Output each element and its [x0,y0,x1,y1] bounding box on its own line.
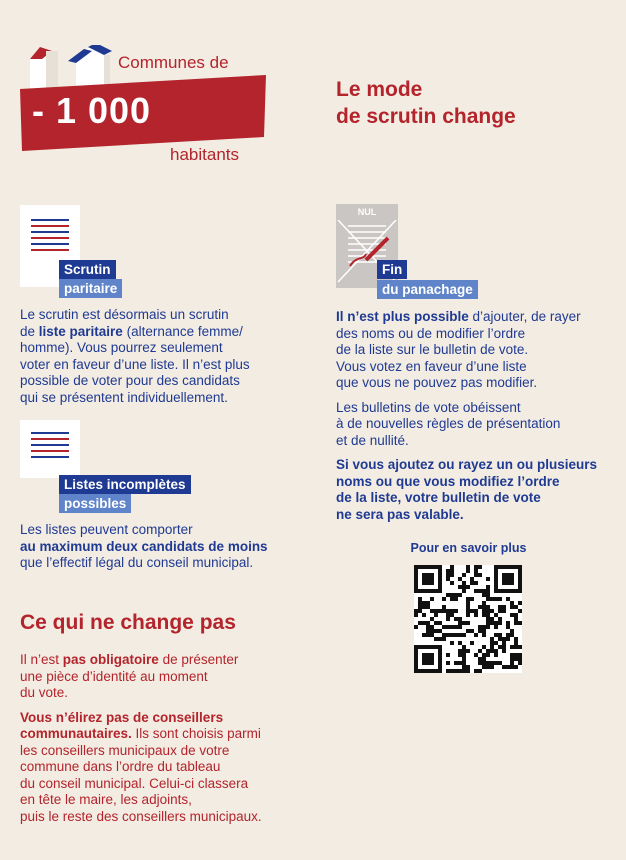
logo-number: - 1 000 [32,90,152,131]
panachage-tag-1: Fin [377,260,407,279]
qr-code-icon [414,565,522,673]
page-title: Le mode de scrutin change [336,78,516,128]
scrutin-text: Le scrutin est désormais un scrutin de liste paritaire (alternance femme/ homme). Vous pourrez seulement voter en faveur d’une liste. Il n’est plus possible de voter pour des candidats qui se présentent individuellement. [20,307,250,405]
logo-bottom-text: habitants [170,145,239,164]
listes-tag-2: possibles [59,494,131,513]
logo-top-text: Communes de [118,53,229,72]
ballot-nul-label: NUL [357,207,377,217]
unchanged-text: Il n’est pas obligatoire de présenter une pièce d’identité au moment du vote. Vous n’élirez pas de conseillers communautaires. Ils sont choisis parmi les conseillers municipaux de votre commune dans l’ordre du tableau du conseil municipal. Celui-ci classera en tête le maire, les adjoints, puis le reste des conseillers municipaux. [20,652,262,824]
more-info-label: Pour en savoir plus [410,541,527,555]
panachage-text: Il n’est plus possible d’ajouter, de rayer des noms ou de modifier l’ordre de la liste sur le bulletin de vote. Vous votez en faveur d’une liste que vous ne pouvez pas modifier. Les bulletins de vote obéissent à de nouvelles règles de présentation et de nullité. Si vous ajoutez ou rayez un ou plusieurs noms ou que vous modifiez l’ordre de la liste, votre bulletin de vote ne sera pas valable. [336,309,598,522]
qr-code[interactable] [414,565,522,673]
listes-text: Les listes peuvent comporter au maximum deux candidats de moins que l’effectif légal du conseil municipal. [20,522,268,570]
scrutin-tag-1: Scrutin [59,260,116,279]
unchanged-title: Ce qui ne change pas [20,611,236,634]
listes-tag-1: Listes incomplètes [59,475,191,494]
incomplete-list-icon [20,420,80,478]
panachage-tag-2: du panachage [377,280,478,299]
header-logo [20,45,270,165]
scrutin-tag-2: paritaire [59,279,122,298]
